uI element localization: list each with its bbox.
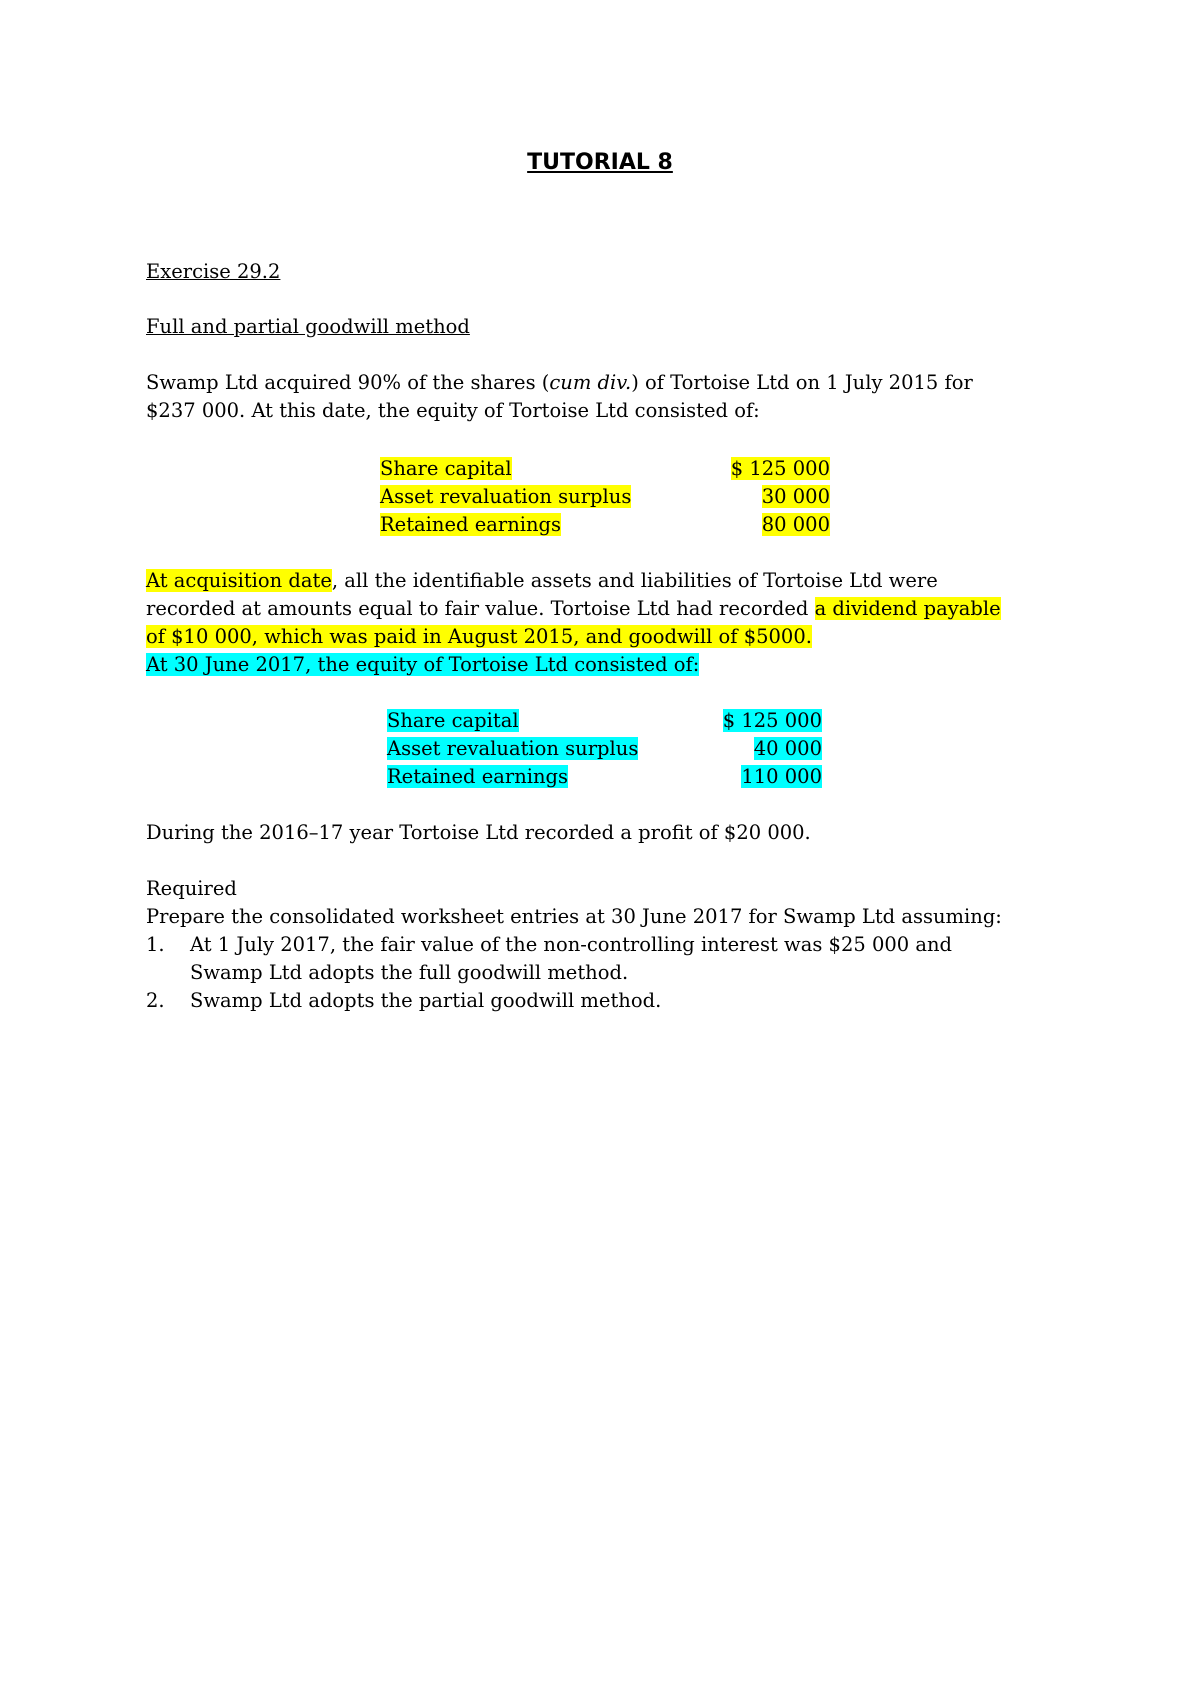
list-item-text: Swamp Ltd adopts the full goodwill method. — [190, 961, 629, 984]
section-subtitle: Full and partial goodwill method — [146, 315, 470, 338]
table2-amount: 40 000 — [753, 737, 822, 760]
table1-label: Asset revaluation surplus — [380, 485, 632, 508]
para2-line-1: At acquisition date, all the identifiable assets and liabilities of Tortoise Ltd were — [146, 569, 938, 592]
intro-line-1: Swamp Ltd acquired 90% of the shares (cum div.) of Tortoise Ltd on 1 July 2015 for — [146, 371, 973, 394]
table1-label: Share capital — [380, 457, 512, 480]
list-item-text: At 1 July 2017, the fair value of the non-controlling interest was $25 000 and — [190, 933, 953, 956]
list-item-number: 2. — [146, 989, 165, 1012]
profit-line: During the 2016–17 year Tortoise Ltd recorded a profit of $20 000. — [146, 821, 811, 844]
para2-line-3: of $10 000, which was paid in August 2015, and goodwill of $5000. — [146, 625, 812, 648]
required-prompt: Prepare the consolidated worksheet entries at 30 June 2017 for Swamp Ltd assuming: — [146, 905, 1002, 928]
para2-line-2: recorded at amounts equal to fair value. Tortoise Ltd had recorded a dividend payable — [146, 597, 1001, 620]
page-title: TUTORIAL 8 — [527, 150, 673, 175]
table1-amount: 80 000 — [761, 513, 830, 536]
table1-amount: $ 125 000 — [730, 457, 830, 480]
table2-amount: 110 000 — [741, 765, 822, 788]
intro-line-2: $237 000. At this date, the equity of Tortoise Ltd consisted of: — [146, 399, 760, 422]
list-item-text: Swamp Ltd adopts the partial goodwill method. — [190, 989, 662, 1012]
para2-line-4: At 30 June 2017, the equity of Tortoise Ltd consisted of: — [146, 653, 700, 676]
table1-label: Retained earnings — [380, 513, 562, 536]
table2-label: Retained earnings — [387, 765, 569, 788]
list-item-number: 1. — [146, 933, 165, 956]
table2-amount: $ 125 000 — [722, 709, 822, 732]
table2-label: Share capital — [387, 709, 519, 732]
exercise-heading: Exercise 29.2 — [146, 260, 281, 283]
table1-amount: 30 000 — [761, 485, 830, 508]
table2-label: Asset revaluation surplus — [387, 737, 639, 760]
required-heading: Required — [146, 877, 237, 900]
